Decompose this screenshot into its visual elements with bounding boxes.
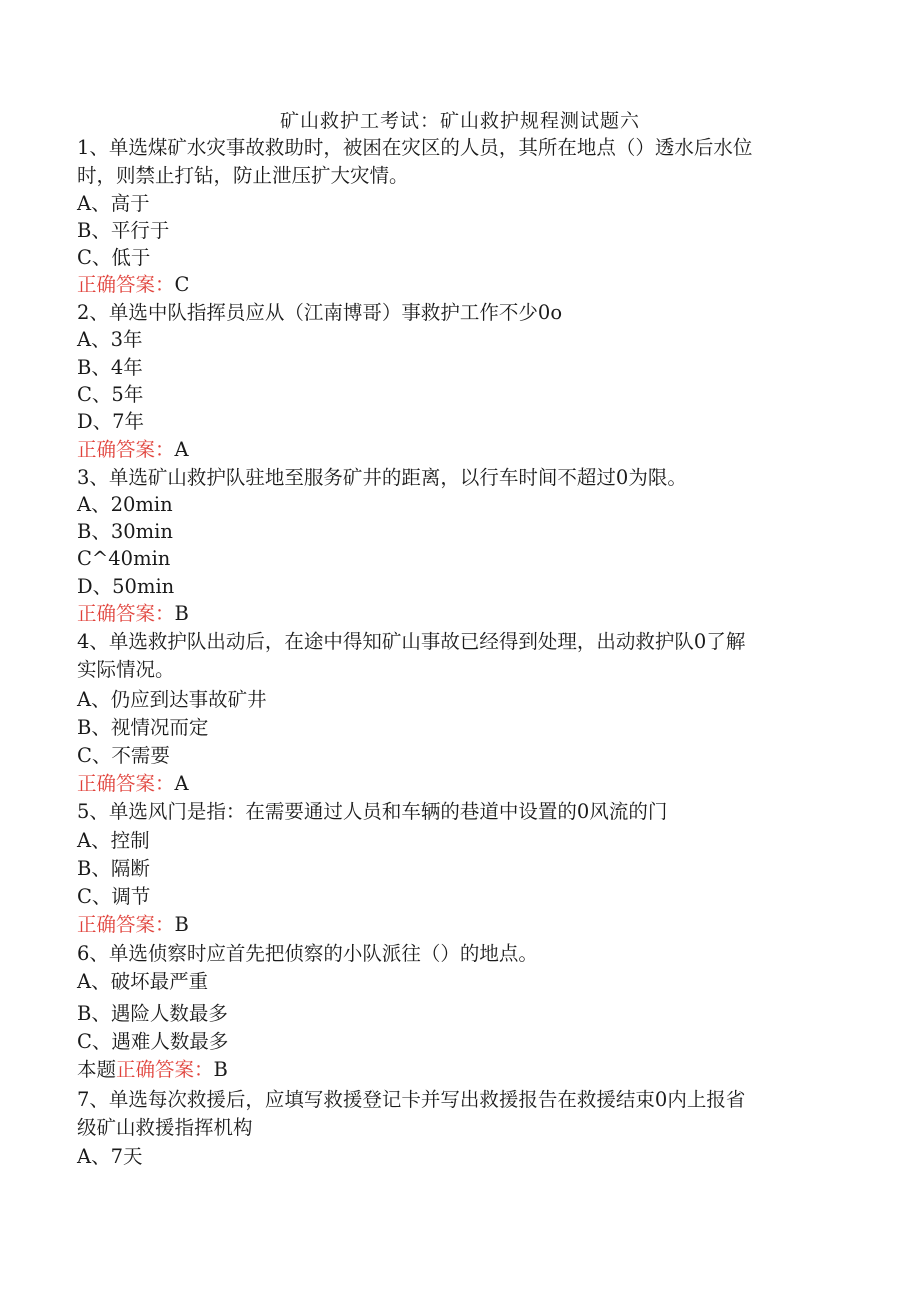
answer-value: C — [174, 273, 190, 296]
question-4-option-a: A、仍应到达事故矿井 — [77, 688, 267, 711]
question-2-stem-line-1: 2、单选中队指挥员应从（江南博哥）事救护工作不少0o — [77, 301, 563, 324]
answer-value: A — [174, 438, 189, 461]
question-4-option-b: B、视情况而定 — [77, 716, 209, 739]
question-6-answer — [77, 1056, 837, 1084]
question-1-option-b: B、平行于 — [77, 219, 170, 242]
question-5-option-a: A、控制 — [77, 829, 150, 852]
question-4-answer — [77, 770, 837, 798]
question-3-answer — [77, 600, 837, 628]
question-5-answer — [77, 911, 837, 939]
answer-value: B — [174, 602, 189, 625]
question-7-stem-line-1: 7、单选每次救援后，应填写救援登记卡并写出救援报告在救援结束0内上报省 — [77, 1088, 746, 1111]
answer-value: A — [174, 772, 189, 795]
question-1-stem-line-2: 时，则禁止打钻，防止泄压扩大灾情。 — [77, 164, 409, 187]
answer-value: B — [213, 1058, 228, 1081]
answer-label: 正确答案： — [116, 1058, 214, 1081]
question-4-option-c: C、不需要 — [77, 744, 170, 767]
question-5-stem-line-1: 5、单选风门是指：在需要通过人员和车辆的巷道中设置的0风流的门 — [77, 800, 668, 823]
question-3-stem-line-1: 3、单选矿山救护队驻地至服务矿井的距离，以行车时间不超过0为限。 — [77, 466, 687, 489]
question-1-option-c: C、低于 — [77, 246, 151, 269]
page-title: 矿山救护工考试：矿山救护规程测试题六 — [279, 110, 640, 132]
question-3-option-d: D、50min — [77, 575, 175, 598]
question-3-option-c: C^40min — [77, 547, 171, 570]
question-6-option-c: C、遇难人数最多 — [77, 1030, 229, 1053]
answer-value: B — [174, 913, 189, 936]
question-3-option-a: A、20min — [77, 493, 173, 516]
answer-label: 正确答案： — [77, 273, 175, 296]
answer-label: 正确答案： — [77, 602, 175, 625]
question-6-stem-line-1: 6、单选侦察时应首先把侦察的小队派往（）的地点。 — [77, 942, 538, 965]
question-6-option-a: A、破坏最严重 — [77, 970, 209, 993]
question-5-option-c: C、调节 — [77, 885, 151, 908]
question-2-option-b: B、4年 — [77, 356, 143, 379]
answer-prefix: 本题 — [77, 1058, 117, 1081]
question-5-option-b: B、隔断 — [77, 857, 150, 880]
question-1-option-a: A、高于 — [77, 192, 150, 215]
answer-label: 正确答案： — [77, 913, 175, 936]
question-4-stem-line-2: 实际情况。 — [77, 658, 175, 681]
question-7-option-a: A、7天 — [77, 1145, 143, 1168]
answer-label: 正确答案： — [77, 772, 175, 795]
question-1-answer — [77, 271, 837, 299]
question-2-option-a: A、3年 — [77, 328, 143, 351]
question-6-option-b: B、遇险人数最多 — [77, 1002, 228, 1025]
question-2-answer — [77, 436, 837, 464]
question-7-stem-line-2: 级矿山救援指挥机构 — [77, 1116, 253, 1139]
question-1-stem-line-1: 1、单选煤矿水灾事故救助时，被困在灾区的人员，其所在地点（）透水后水位 — [77, 136, 753, 159]
question-3-option-b: B、30min — [77, 520, 173, 543]
question-2-option-c: C、5年 — [77, 383, 144, 406]
question-2-option-d: D、7年 — [77, 410, 145, 433]
answer-label: 正确答案： — [77, 438, 175, 461]
question-4-stem-line-1: 4、单选救护队出动后，在途中得知矿山事故已经得到处理，出动救护队0了解 — [77, 630, 746, 653]
